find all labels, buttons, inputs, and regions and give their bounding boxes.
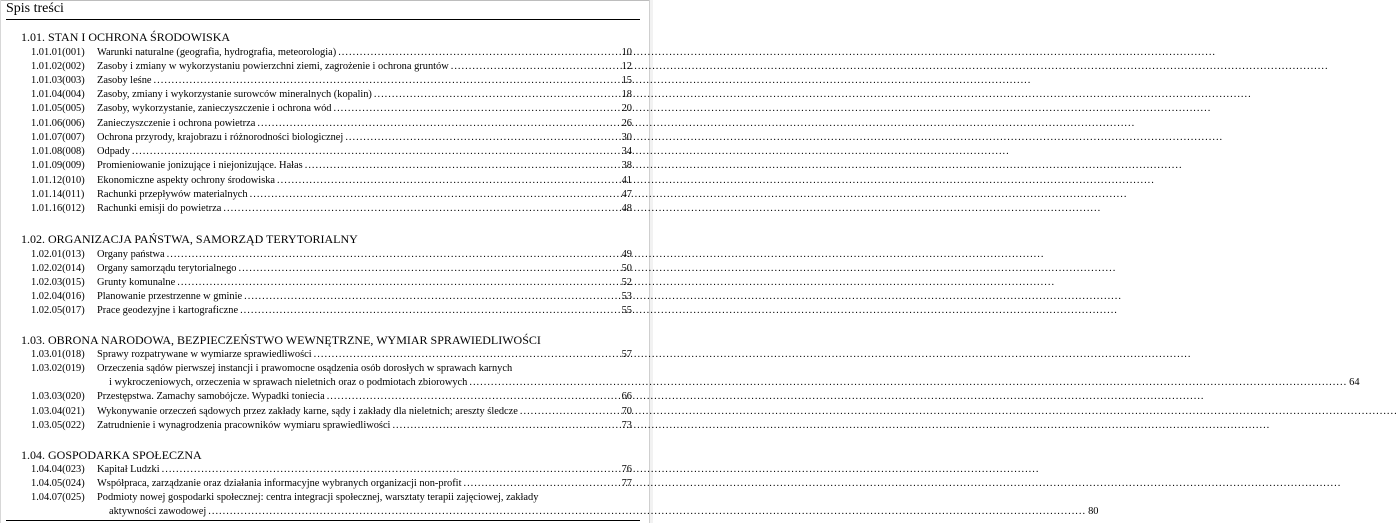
- entry-code: 1.01.01(001): [31, 47, 85, 58]
- entry-title: Ekonomiczne aspekty ochrony środowiska: [97, 175, 276, 186]
- entry-title-block: [97, 491, 1098, 519]
- toc-entry[interactable]: [31, 491, 1099, 519]
- entry-page: 66: [621, 391, 632, 402]
- entry-code: 1.01.03(003): [31, 75, 85, 86]
- toc-entry[interactable]: [31, 477, 632, 491]
- entry-code: 1.03.03(020): [31, 391, 85, 402]
- entry-page: 55: [621, 305, 632, 316]
- toc-entry[interactable]: [31, 88, 632, 102]
- entry-title: Przestępstwa. Zamachy samobójcze. Wypadki toniecia: [97, 391, 325, 402]
- page-title: Spis treści: [6, 1, 64, 16]
- toc-entry[interactable]: [31, 159, 632, 173]
- entry-title: Grunty komunalne: [97, 277, 176, 288]
- dot-leader: [520, 405, 620, 419]
- entry-code: 1.01.02(002): [31, 61, 85, 72]
- toc-entry[interactable]: [31, 248, 632, 262]
- toc-entry[interactable]: [31, 304, 632, 318]
- entry-title: Podmioty nowej gospodarki społecznej: centra integracji społecznej, warsztaty terapii zajęciowej, zakłady: [97, 492, 539, 503]
- entry-title: Zasoby leśne: [97, 75, 152, 86]
- window-top-border: [0, 0, 653, 1]
- section-heading[interactable]: 1.01. STAN I OCHRONA ŚRODOWISKA: [21, 30, 231, 44]
- dot-leader: [167, 248, 620, 262]
- entry-code: 1.04.07(025): [31, 492, 85, 503]
- section-heading[interactable]: 1.04. GOSPODARKA SPOŁECZNA: [21, 448, 202, 462]
- entry-title: Zasoby i zmiany w wykorzystaniu powierzchni ziemi, zagrożenie i ochrona gruntów: [97, 61, 449, 72]
- dot-leader: [244, 290, 619, 304]
- dot-leader: [240, 304, 620, 318]
- entry-title-continuation-row: [97, 376, 1360, 390]
- toc-entry[interactable]: [31, 131, 632, 145]
- entry-title: Zanieczyszczenie i ochrona powietrza: [97, 118, 256, 129]
- entry-page: 64: [1349, 377, 1360, 388]
- entry-page: 49: [621, 249, 632, 260]
- toc-entry[interactable]: [31, 419, 632, 433]
- toc-entry[interactable]: [31, 145, 632, 159]
- entry-code: 1.01.07(007): [31, 132, 85, 143]
- entry-title: Sprawy rozpatrywane w wymiarze sprawiedliwości: [97, 349, 312, 360]
- entry-title: Warunki naturalne (geografia, hydrografia, meteorologia): [97, 47, 337, 58]
- dot-leader: [392, 419, 619, 433]
- entry-page: 50: [621, 263, 632, 274]
- toc-entry[interactable]: [31, 117, 632, 131]
- entry-page: 47: [621, 189, 632, 200]
- dot-leader: [345, 131, 619, 145]
- entry-code: 1.03.01(018): [31, 349, 85, 360]
- entry-title: Rachunki przepływów materialnych: [97, 189, 248, 200]
- dot-leader: [250, 188, 620, 202]
- entry-code: 1.01.12(010): [31, 175, 85, 186]
- entry-code: 1.03.02(019): [31, 363, 85, 374]
- entry-title: Prace geodezyjne i kartograficzne: [97, 305, 239, 316]
- entry-title: Współpraca, zarządzanie oraz działania informacyjne wybranych organizacji non-profit: [97, 478, 462, 489]
- heading-divider: [6, 19, 640, 20]
- toc-entry[interactable]: [31, 188, 632, 202]
- entry-title: Odpady: [97, 146, 130, 157]
- entry-page: 73: [621, 420, 632, 431]
- toc-entry[interactable]: [31, 102, 632, 116]
- entry-title: Rachunki emisji do powietrza: [97, 203, 222, 214]
- entry-title-continuation-row: [97, 505, 1098, 519]
- window-left-border: [0, 0, 1, 523]
- section-heading[interactable]: 1.02. ORGANIZACJA PAŃSTWA, SAMORZĄD TERYTORIALNY: [21, 232, 358, 246]
- entry-page: 80: [1088, 506, 1099, 517]
- entry-code: 1.02.03(015): [31, 277, 85, 288]
- entry-page: 26: [621, 118, 632, 129]
- section-heading[interactable]: 1.03. OBRONA NARODOWA, BEZPIECZEŃSTWO WEWNĘTRZNE, WYMIAR SPRAWIEDLIWOŚCI: [21, 333, 541, 347]
- entry-title: Organy samorządu terytorialnego: [97, 263, 237, 274]
- entry-title: Kapitał Ludzki: [97, 464, 160, 475]
- entry-code: 1.01.08(008): [31, 146, 85, 157]
- toc-entry[interactable]: [31, 174, 632, 188]
- entry-title: Zasoby, wykorzystanie, zanieczyszczenie i ochrona wód: [97, 103, 332, 114]
- dot-leader: [208, 505, 1086, 519]
- entry-title: Orzeczenia sądów pierwszej instancji i prawomocne osądzenia osób dorosłych w sprawach karnych: [97, 363, 513, 374]
- toc-entry[interactable]: [31, 362, 1360, 390]
- entry-code: 1.01.14(011): [31, 189, 85, 200]
- entry-page: 52: [621, 277, 632, 288]
- entry-title: Organy państwa: [97, 249, 165, 260]
- toc-entry[interactable]: [31, 276, 632, 290]
- entry-title: Planowanie przestrzenne w gminie: [97, 291, 243, 302]
- dot-leader: [333, 102, 619, 116]
- dot-leader: [238, 262, 619, 276]
- dot-leader: [469, 376, 1347, 390]
- dot-leader: [223, 202, 619, 216]
- entry-page: 53: [621, 291, 632, 302]
- entry-code: 1.02.05(017): [31, 305, 85, 316]
- dot-leader: [257, 117, 619, 131]
- entry-code: 1.02.02(014): [31, 263, 85, 274]
- dot-leader: [162, 463, 620, 477]
- entry-title: Zasoby, zmiany i wykorzystanie surowców mineralnych (kopalin): [97, 89, 372, 100]
- entry-page: 41: [621, 175, 632, 186]
- entry-title-block: [97, 362, 1360, 390]
- entry-code: 1.01.16(012): [31, 203, 85, 214]
- entry-title: Wykonywanie orzeczeń sądowych przez zakłady karne, sądy i zakłady dla nieletnich; areszty śledcze: [97, 406, 518, 417]
- toc-entry[interactable]: [31, 202, 632, 216]
- entry-page: 15: [621, 75, 632, 86]
- dot-leader: [327, 390, 620, 404]
- entry-page: 12: [621, 61, 632, 72]
- toc-entry[interactable]: [31, 262, 632, 276]
- entry-title: Promieniowanie jonizujące i niejonizujące. Hałas: [97, 160, 303, 171]
- entry-page: 70: [621, 406, 632, 417]
- entry-title: Ochrona przyrody, krajobrazu i różnorodności biologicznej: [97, 132, 344, 143]
- dot-leader: [305, 159, 620, 173]
- toc-entry[interactable]: [31, 46, 632, 60]
- toc-entry[interactable]: [31, 405, 632, 419]
- entry-page: 77: [621, 478, 632, 489]
- entry-code: 1.01.04(004): [31, 89, 85, 100]
- entry-code: 1.01.05(005): [31, 103, 85, 114]
- entry-page: 48: [621, 203, 632, 214]
- entry-code: 1.02.04(016): [31, 291, 85, 302]
- entry-page: 76: [621, 464, 632, 475]
- dot-leader: [277, 174, 620, 188]
- dot-leader: [451, 60, 620, 74]
- entry-title-continuation: i wykroczeniowych, orzeczenia w sprawach nieletnich oraz o podmiotach zbiorowych: [109, 377, 468, 388]
- entry-page: 20: [621, 103, 632, 114]
- page-bottom-rule: [6, 520, 640, 521]
- toc-entry[interactable]: [31, 463, 632, 477]
- entry-title-continuation: aktywności zawodowej: [109, 506, 207, 517]
- dot-leader: [177, 276, 619, 290]
- entry-code: 1.01.06(006): [31, 118, 85, 129]
- entry-page: 38: [621, 160, 632, 171]
- entry-code: 1.03.04(021): [31, 406, 85, 417]
- entry-code: 1.01.09(009): [31, 160, 85, 171]
- entry-code: 1.04.05(024): [31, 478, 85, 489]
- toc-entry[interactable]: [31, 348, 632, 362]
- entry-page: 57: [621, 349, 632, 360]
- toc-entry[interactable]: [31, 60, 632, 74]
- dot-leader: [132, 145, 620, 159]
- dot-leader: [154, 74, 620, 88]
- entry-code: 1.04.04(023): [31, 464, 85, 475]
- dot-leader: [374, 88, 620, 102]
- toc-entry[interactable]: [31, 390, 632, 404]
- entry-page: 30: [621, 132, 632, 143]
- dot-leader: [463, 477, 619, 491]
- entry-code: 1.03.05(022): [31, 420, 85, 431]
- toc-entry[interactable]: [31, 290, 632, 304]
- entry-code: 1.02.01(013): [31, 249, 85, 260]
- entry-page: 10: [621, 47, 632, 58]
- entry-page: 34: [621, 146, 632, 157]
- toc-entry[interactable]: [31, 74, 632, 88]
- dot-leader: [314, 348, 620, 362]
- entry-page: 18: [621, 89, 632, 100]
- dot-leader: [338, 46, 619, 60]
- entry-title: Zatrudnienie i wynagrodzenia pracowników wymiaru sprawiedliwości: [97, 420, 391, 431]
